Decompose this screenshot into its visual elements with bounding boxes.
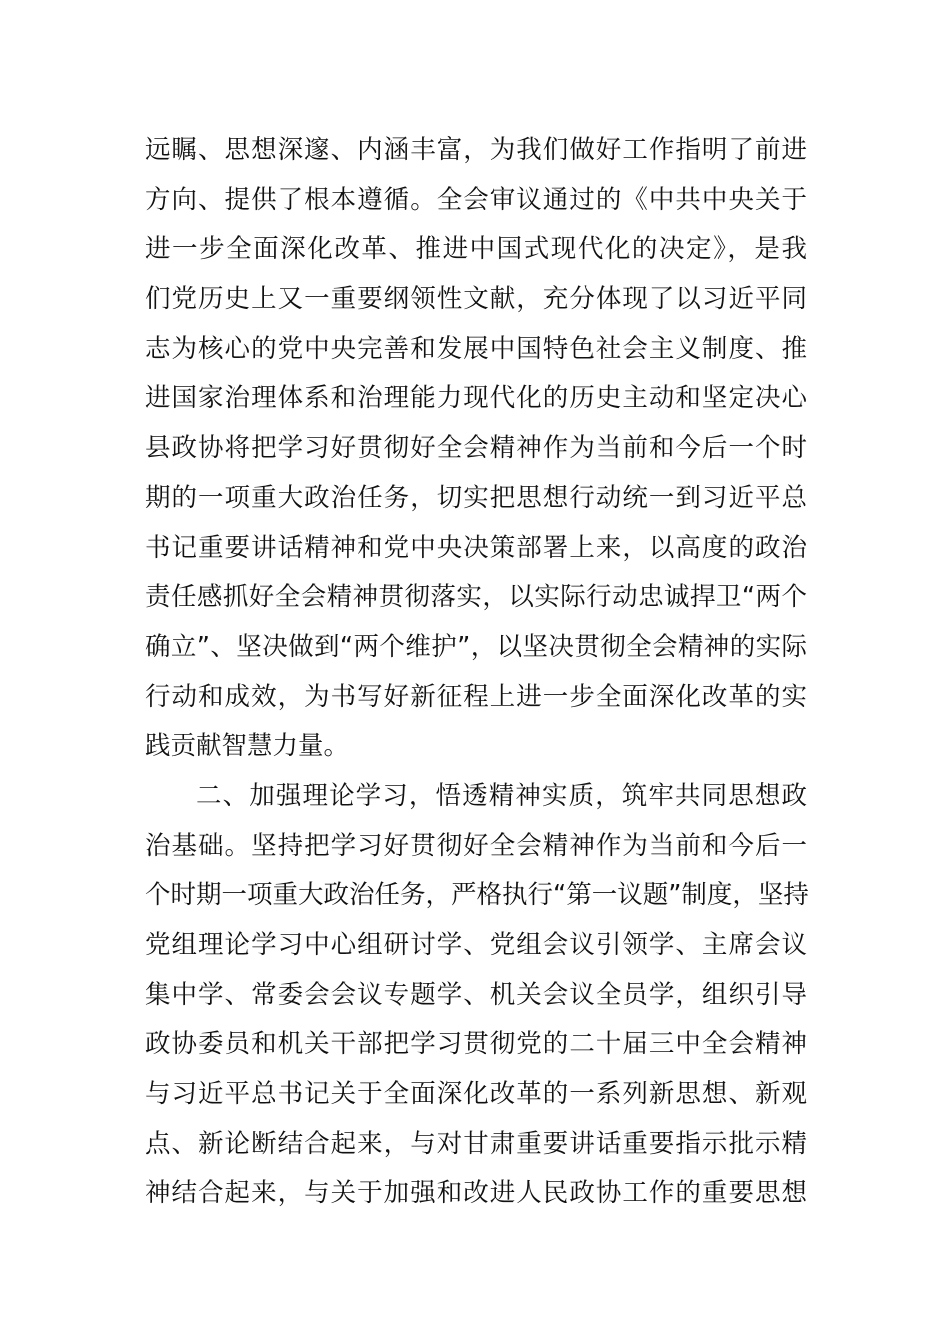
- text-line: 神结合起来，与关于加强和改进人民政协工作的重要思想: [145, 1178, 807, 1209]
- text-line: 县政协将把学习好贯彻好全会精神作为当前和今后一个时: [145, 433, 807, 464]
- text-line: 治基础。坚持把学习好贯彻好全会精神作为当前和今后一: [145, 830, 807, 861]
- text-line: 责任感抓好全会精神贯彻落实，以实际行动忠诚捍卫“两个: [145, 582, 807, 613]
- text-line: 行动和成效，为书写好新征程上进一步全面深化改革的实: [145, 681, 807, 712]
- document-body: [145, 126, 807, 1219]
- text-line: 书记重要讲话精神和党中央决策部署上来，以高度的政治: [145, 532, 807, 563]
- text-line: 确立”、坚决做到“两个维护”，以坚决贯彻全会精神的实际: [145, 631, 807, 662]
- paragraph-heading-line: 二、加强理论学习，悟透精神实质，筑牢共同思想政: [196, 780, 807, 811]
- text-line: 志为核心的党中央完善和发展中国特色社会主义制度、推: [145, 333, 807, 364]
- text-line: 个时期一项重大政治任务，严格执行“第一议题”制度，坚持: [145, 880, 809, 911]
- text-line: 进国家治理体系和治理能力现代化的历史主动和坚定决心: [145, 383, 807, 414]
- text-line: 期的一项重大政治任务，切实把思想行动统一到习近平总: [145, 482, 807, 513]
- text-line: 方向、提供了根本遵循。全会审议通过的《中共中央关于: [145, 184, 807, 215]
- text-line: 与习近平总书记关于全面深化改革的一系列新思想、新观: [145, 1079, 807, 1110]
- text-line: 进一步全面深化改革、推进中国式现代化的决定》，是我: [145, 234, 807, 265]
- text-line: 们党历史上又一重要纲领性文献，充分体现了以习近平同: [145, 284, 807, 315]
- text-line: 远瞩、思想深邃、内涵丰富，为我们做好工作指明了前进: [145, 135, 807, 165]
- text-line: 践贡献智慧力量。: [145, 731, 350, 762]
- text-line: 政协委员和机关干部把学习贯彻党的二十届三中全会精神: [145, 1029, 807, 1060]
- text-line: 党组理论学习中心组研讨学、党组会议引领学、主席会议: [145, 930, 807, 960]
- text-line: 点、新论断结合起来，与对甘肃重要讲话重要指示批示精: [145, 1128, 807, 1159]
- text-line: 集中学、常委会会议专题学、机关会议全员学，组织引导: [145, 979, 807, 1010]
